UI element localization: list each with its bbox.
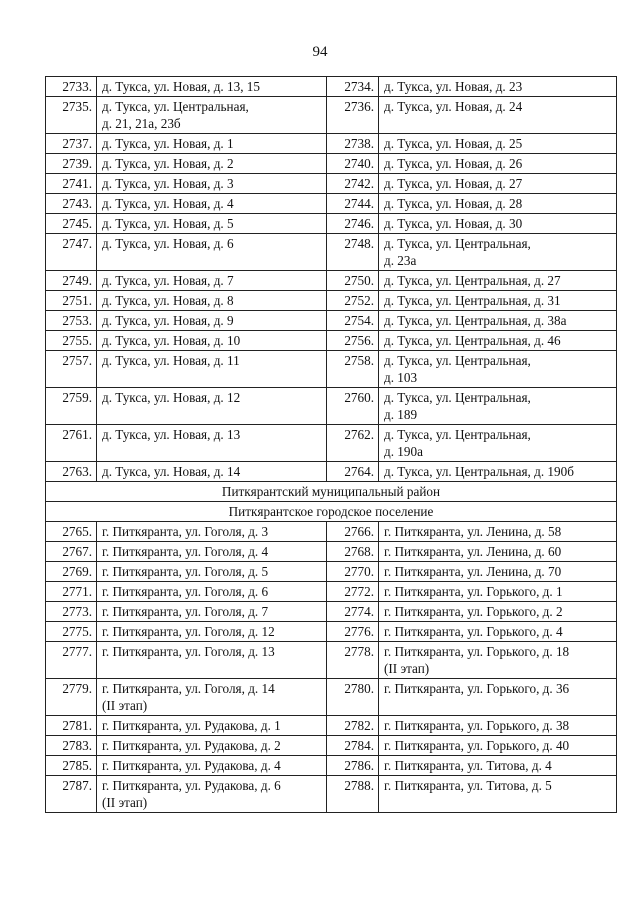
entry-number: 2765. (46, 522, 97, 542)
entry-address: г. Питкяранта, ул. Горького, д. 36 (379, 679, 617, 716)
entry-address: д. Тукса, ул. Центральная, д. 38а (379, 311, 617, 331)
entry-number: 2786. (327, 756, 379, 776)
entry-address: г. Питкяранта, ул. Горького, д. 38 (379, 716, 617, 736)
entry-address: д. Тукса, ул. Новая, д. 30 (379, 214, 617, 234)
entry-address: г. Питкяранта, ул. Гоголя, д. 3 (97, 522, 327, 542)
table-row (46, 291, 617, 311)
entry-address: г. Питкяранта, ул. Гоголя, д. 14 (II этап) (97, 679, 327, 716)
entry-number: 2734. (327, 77, 379, 97)
table-row (46, 311, 617, 331)
entry-number: 2779. (46, 679, 97, 716)
entry-number: 2752. (327, 291, 379, 311)
entry-address: д. Тукса, ул. Новая, д. 4 (97, 194, 327, 214)
table-row (46, 331, 617, 351)
entry-number: 2768. (327, 542, 379, 562)
entry-number: 2746. (327, 214, 379, 234)
entry-number: 2740. (327, 154, 379, 174)
entry-address: г. Питкяранта, ул. Гоголя, д. 13 (97, 642, 327, 679)
entry-address: г. Питкяранта, ул. Горького, д. 2 (379, 602, 617, 622)
entry-address: д. Тукса, ул. Центральная, д. 190б (379, 462, 617, 482)
table-row (46, 562, 617, 582)
entry-number: 2784. (327, 736, 379, 756)
entry-address: д. Тукса, ул. Центральная, д. 31 (379, 291, 617, 311)
entry-number: 2771. (46, 582, 97, 602)
entry-address: д. Тукса, ул. Центральная, д. 23а (379, 234, 617, 271)
entry-number: 2787. (46, 776, 97, 813)
entry-number: 2778. (327, 642, 379, 679)
entry-address: д. Тукса, ул. Новая, д. 14 (97, 462, 327, 482)
entry-number: 2780. (327, 679, 379, 716)
table-row (46, 622, 617, 642)
entry-address: г. Питкяранта, ул. Гоголя, д. 4 (97, 542, 327, 562)
entry-address: д. Тукса, ул. Центральная, д. 46 (379, 331, 617, 351)
entry-address: г. Питкяранта, ул. Рудакова, д. 6 (II этап) (97, 776, 327, 813)
entry-address: г. Питкяранта, ул. Ленина, д. 60 (379, 542, 617, 562)
table-row (46, 522, 617, 542)
entry-number: 2733. (46, 77, 97, 97)
entry-number: 2755. (46, 331, 97, 351)
table-row (46, 134, 617, 154)
entry-address: д. Тукса, ул. Новая, д. 12 (97, 388, 327, 425)
entry-number: 2735. (46, 97, 97, 134)
table-row (46, 77, 617, 97)
entry-number: 2783. (46, 736, 97, 756)
entry-number: 2774. (327, 602, 379, 622)
entry-number: 2764. (327, 462, 379, 482)
entry-address: д. Тукса, ул. Новая, д. 26 (379, 154, 617, 174)
table-row (46, 425, 617, 462)
section-heading-row (46, 482, 617, 502)
entry-number: 2775. (46, 622, 97, 642)
entry-number: 2739. (46, 154, 97, 174)
entry-address: д. Тукса, ул. Новая, д. 11 (97, 351, 327, 388)
entry-address: д. Тукса, ул. Новая, д. 3 (97, 174, 327, 194)
entry-number: 2743. (46, 194, 97, 214)
address-table-body (46, 77, 617, 813)
table-row (46, 642, 617, 679)
entry-address: д. Тукса, ул. Новая, д. 25 (379, 134, 617, 154)
entry-address: г. Питкяранта, ул. Рудакова, д. 2 (97, 736, 327, 756)
entry-number: 2770. (327, 562, 379, 582)
entry-address: д. Тукса, ул. Новая, д. 2 (97, 154, 327, 174)
entry-number: 2737. (46, 134, 97, 154)
entry-number: 2763. (46, 462, 97, 482)
entry-number: 2769. (46, 562, 97, 582)
entry-number: 2772. (327, 582, 379, 602)
table-row (46, 234, 617, 271)
table-row (46, 602, 617, 622)
table-row (46, 716, 617, 736)
entry-number: 2748. (327, 234, 379, 271)
entry-number: 2785. (46, 756, 97, 776)
entry-address: г. Питкяранта, ул. Ленина, д. 70 (379, 562, 617, 582)
entry-address: д. Тукса, ул. Центральная, д. 189 (379, 388, 617, 425)
address-table (45, 76, 617, 813)
entry-address: д. Тукса, ул. Новая, д. 6 (97, 234, 327, 271)
entry-number: 2766. (327, 522, 379, 542)
table-row (46, 776, 617, 813)
entry-number: 2745. (46, 214, 97, 234)
section-heading: Питкярантское городское поселение (46, 502, 617, 522)
entry-number: 2742. (327, 174, 379, 194)
table-row (46, 736, 617, 756)
table-row (46, 679, 617, 716)
entry-address: г. Питкяранта, ул. Рудакова, д. 4 (97, 756, 327, 776)
entry-number: 2751. (46, 291, 97, 311)
entry-address: г. Питкяранта, ул. Титова, д. 4 (379, 756, 617, 776)
entry-number: 2773. (46, 602, 97, 622)
section-heading: Питкярантский муниципальный район (46, 482, 617, 502)
entry-address: д. Тукса, ул. Новая, д. 13, 15 (97, 77, 327, 97)
entry-address: г. Питкяранта, ул. Горького, д. 1 (379, 582, 617, 602)
entry-number: 2777. (46, 642, 97, 679)
entry-address: д. Тукса, ул. Центральная, д. 103 (379, 351, 617, 388)
entry-address: г. Питкяранта, ул. Гоголя, д. 12 (97, 622, 327, 642)
entry-number: 2767. (46, 542, 97, 562)
entry-address: д. Тукса, ул. Центральная, д. 27 (379, 271, 617, 291)
entry-number: 2736. (327, 97, 379, 134)
entry-number: 2757. (46, 351, 97, 388)
entry-number: 2760. (327, 388, 379, 425)
entry-address: г. Питкяранта, ул. Титова, д. 5 (379, 776, 617, 813)
table-row (46, 214, 617, 234)
entry-number: 2738. (327, 134, 379, 154)
table-row (46, 97, 617, 134)
entry-number: 2754. (327, 311, 379, 331)
entry-address: д. Тукса, ул. Новая, д. 28 (379, 194, 617, 214)
entry-address: д. Тукса, ул. Новая, д. 23 (379, 77, 617, 97)
entry-address: д. Тукса, ул. Новая, д. 1 (97, 134, 327, 154)
page-number: 94 (312, 44, 328, 60)
entry-number: 2753. (46, 311, 97, 331)
entry-number: 2759. (46, 388, 97, 425)
table-row (46, 194, 617, 214)
entry-address: г. Питкяранта, ул. Горького, д. 4 (379, 622, 617, 642)
table-row (46, 542, 617, 562)
table-row (46, 388, 617, 425)
entry-number: 2758. (327, 351, 379, 388)
entry-address: г. Питкяранта, ул. Гоголя, д. 7 (97, 602, 327, 622)
entry-number: 2744. (327, 194, 379, 214)
entry-address: д. Тукса, ул. Новая, д. 7 (97, 271, 327, 291)
table-row (46, 756, 617, 776)
entry-address: д. Тукса, ул. Новая, д. 5 (97, 214, 327, 234)
entry-number: 2762. (327, 425, 379, 462)
entry-number: 2781. (46, 716, 97, 736)
entry-address: д. Тукса, ул. Новая, д. 24 (379, 97, 617, 134)
entry-number: 2788. (327, 776, 379, 813)
entry-address: г. Питкяранта, ул. Гоголя, д. 6 (97, 582, 327, 602)
entry-address: д. Тукса, ул. Новая, д. 13 (97, 425, 327, 462)
entry-address: д. Тукса, ул. Новая, д. 8 (97, 291, 327, 311)
section-heading-row (46, 502, 617, 522)
entry-number: 2747. (46, 234, 97, 271)
entry-address: д. Тукса, ул. Новая, д. 9 (97, 311, 327, 331)
entry-number: 2776. (327, 622, 379, 642)
entry-address: д. Тукса, ул. Новая, д. 10 (97, 331, 327, 351)
entry-number: 2756. (327, 331, 379, 351)
entry-address: д. Тукса, ул. Центральная, д. 190а (379, 425, 617, 462)
table-row (46, 462, 617, 482)
entry-address: д. Тукса, ул. Центральная, д. 21, 21а, 23б (97, 97, 327, 134)
entry-number: 2750. (327, 271, 379, 291)
entry-address: г. Питкяранта, ул. Горького, д. 40 (379, 736, 617, 756)
entry-number: 2782. (327, 716, 379, 736)
entry-number: 2761. (46, 425, 97, 462)
entry-address: г. Питкяранта, ул. Гоголя, д. 5 (97, 562, 327, 582)
table-row (46, 271, 617, 291)
table-row (46, 351, 617, 388)
table-row (46, 582, 617, 602)
table-row (46, 174, 617, 194)
entry-address: д. Тукса, ул. Новая, д. 27 (379, 174, 617, 194)
entry-address: г. Питкяранта, ул. Горького, д. 18 (II этап) (379, 642, 617, 679)
entry-address: г. Питкяранта, ул. Ленина, д. 58 (379, 522, 617, 542)
entry-address: г. Питкяранта, ул. Рудакова, д. 1 (97, 716, 327, 736)
table-row (46, 154, 617, 174)
entry-number: 2741. (46, 174, 97, 194)
entry-number: 2749. (46, 271, 97, 291)
